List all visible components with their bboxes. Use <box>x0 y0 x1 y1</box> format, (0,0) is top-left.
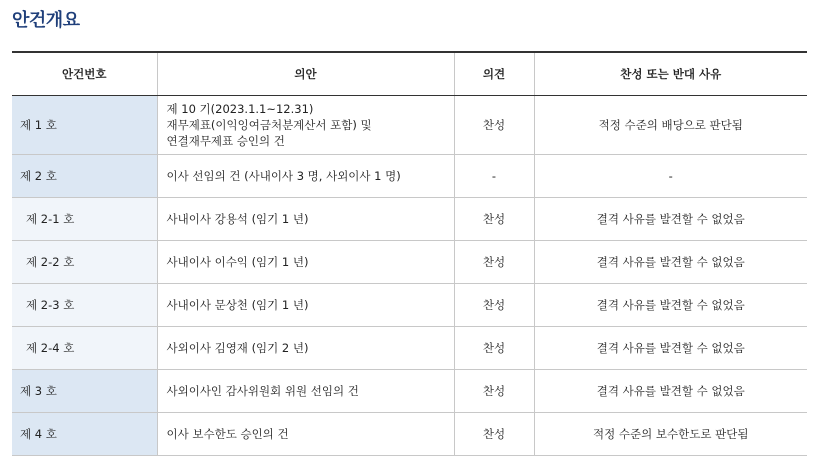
page-title: 안건개요 <box>12 10 80 31</box>
agenda-number: 제 3 호 <box>12 370 157 413</box>
header-opinion: 의견 <box>454 52 534 96</box>
agenda-number: 제 4 호 <box>12 413 157 456</box>
header-number: 안건번호 <box>12 52 157 96</box>
agenda-item: 사외이사 김영재 (임기 2 년) <box>157 327 454 370</box>
agenda-item: 사외이사인 감사위원회 위원 선임의 건 <box>157 370 454 413</box>
agenda-item: 이사 보수한도 승인의 건 <box>157 413 454 456</box>
agenda-number: 제 2-1 호 <box>12 198 157 241</box>
agenda-reason: 결격 사유를 발견할 수 없었음 <box>534 284 807 327</box>
table-row <box>12 241 807 284</box>
table-row <box>12 327 807 370</box>
agenda-item: 사내이사 이수익 (임기 1 년) <box>157 241 454 284</box>
agenda-reason: 결격 사유를 발견할 수 없었음 <box>534 241 807 284</box>
agenda-opinion: 찬성 <box>454 370 534 413</box>
table-row <box>12 413 807 456</box>
agenda-opinion: 찬성 <box>454 198 534 241</box>
agenda-item: 사내이사 강용석 (임기 1 년) <box>157 198 454 241</box>
agenda-item-line: 연결재무제표 승인의 건 <box>166 134 285 148</box>
agenda-number: 제 2-2 호 <box>12 241 157 284</box>
agenda-opinion: 찬성 <box>454 241 534 284</box>
agenda-opinion: - <box>454 155 534 198</box>
table-row <box>12 284 807 327</box>
agenda-reason: 결격 사유를 발견할 수 없었음 <box>534 198 807 241</box>
agenda-item: 사내이사 문상천 (임기 1 년) <box>157 284 454 327</box>
agenda-reason: 적정 수준의 배당으로 판단됨 <box>534 96 807 155</box>
agenda-number: 제 2-3 호 <box>12 284 157 327</box>
agenda-opinion: 찬성 <box>454 413 534 456</box>
agenda-number: 제 1 호 <box>12 96 157 155</box>
agenda-number: 제 2-4 호 <box>12 327 157 370</box>
agenda-opinion: 찬성 <box>454 284 534 327</box>
table-header-row <box>12 52 807 96</box>
table-row <box>12 155 807 198</box>
header-reason: 찬성 또는 반대 사유 <box>534 52 807 96</box>
agenda-item-line: 제 10 기(2023.1.1~12.31) <box>166 102 314 116</box>
agenda-item-line: 재무제표(이익잉여금처분계산서 포함) 및 <box>166 118 372 132</box>
agenda-item: 이사 선임의 건 (사내이사 3 명, 사외이사 1 명) <box>157 155 454 198</box>
agenda-opinion: 찬성 <box>454 327 534 370</box>
header-item: 의안 <box>157 52 454 96</box>
agenda-reason: - <box>534 155 807 198</box>
agenda-item <box>157 96 454 155</box>
agenda-table <box>12 51 807 456</box>
table-row <box>12 370 807 413</box>
table-row <box>12 96 807 155</box>
table-row <box>12 198 807 241</box>
agenda-reason: 결격 사유를 발견할 수 없었음 <box>534 327 807 370</box>
agenda-number: 제 2 호 <box>12 155 157 198</box>
agenda-reason: 적정 수준의 보수한도로 판단됨 <box>534 413 807 456</box>
agenda-opinion: 찬성 <box>454 96 534 155</box>
agenda-reason: 결격 사유를 발견할 수 없었음 <box>534 370 807 413</box>
